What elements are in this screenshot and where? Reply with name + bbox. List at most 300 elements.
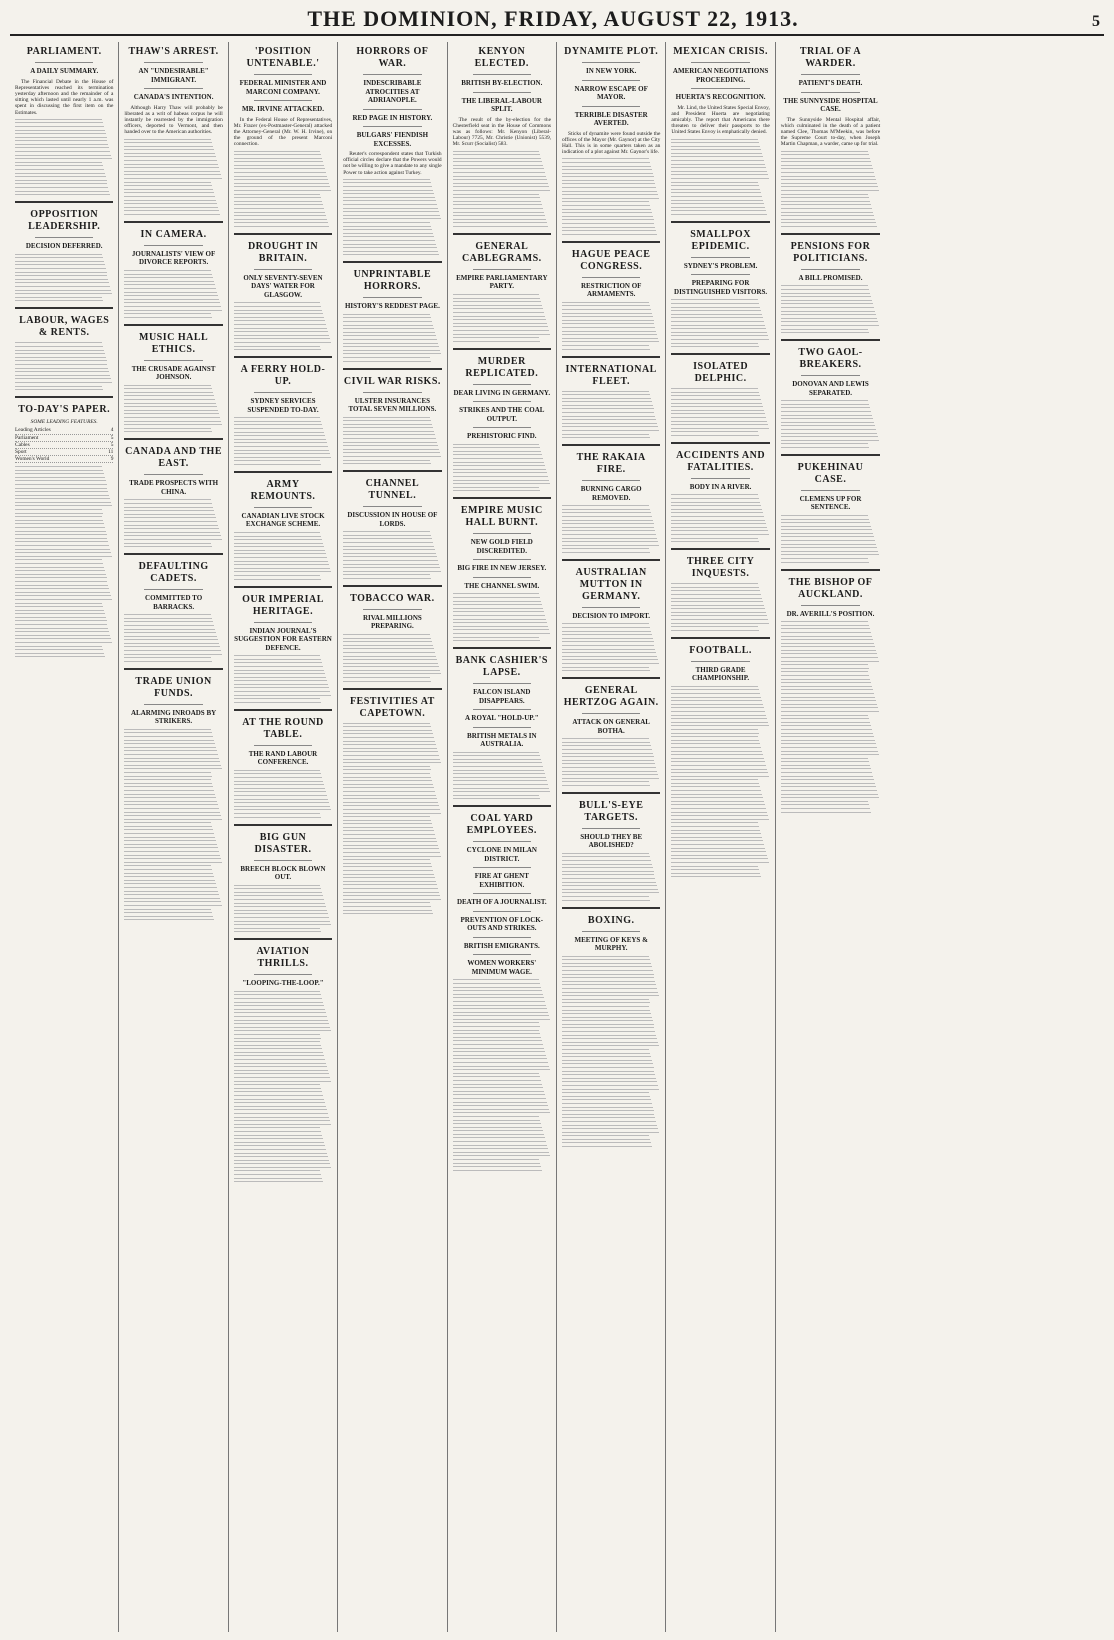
body-text-line	[671, 869, 759, 870]
body-text-line	[781, 682, 871, 683]
body-text-line	[343, 874, 434, 875]
body-text-line	[671, 428, 768, 429]
headline: CYCLONE IN MILAN DISTRICT.	[466, 846, 537, 863]
body-text-line	[562, 416, 655, 417]
body-text-line	[15, 549, 110, 550]
body-text-line	[15, 254, 102, 255]
body-text-line	[453, 190, 550, 191]
body-text-line	[343, 226, 431, 227]
body-text-line	[124, 916, 213, 917]
body-text-line	[234, 662, 323, 663]
body-text-line	[671, 623, 768, 624]
body-text-line	[781, 176, 875, 177]
headline: BANK CASHIER'S LAPSE.	[455, 655, 548, 679]
body-text-line	[234, 1160, 329, 1161]
body-text-line	[234, 921, 330, 922]
body-text-line	[124, 203, 217, 204]
body-text-line	[343, 856, 440, 857]
body-text-line	[562, 212, 652, 213]
body-text-line	[453, 334, 550, 335]
body-text-line	[15, 122, 103, 123]
divider	[363, 609, 421, 610]
section-divider	[15, 201, 113, 203]
body-text-line	[15, 155, 111, 156]
body-text-line	[15, 649, 103, 650]
headline: ONLY SEVENTY-SEVEN DAYS' WATER FOR GLASGOW.	[243, 273, 323, 299]
body-text-line	[343, 838, 436, 839]
body-text-line	[234, 183, 329, 184]
body-text-line	[453, 1066, 549, 1067]
headline: THE CRUSADE AGAINST JOHNSON.	[131, 364, 216, 382]
body-text-line	[671, 210, 765, 211]
body-text-line	[562, 977, 654, 978]
body-text-line	[453, 1105, 548, 1106]
body-text-line	[343, 870, 433, 871]
headline: MEXICAN CRISIS.	[673, 46, 768, 57]
body-text-line	[562, 1027, 654, 1028]
body-text-line	[781, 201, 870, 202]
body-text-line	[15, 617, 106, 618]
divider	[473, 92, 531, 93]
body-text-line	[343, 845, 437, 846]
body-text-line	[234, 659, 322, 660]
body-text-line	[562, 1114, 654, 1115]
body-text-line	[453, 1080, 542, 1081]
body-text-line	[562, 223, 654, 224]
body-text-line	[343, 888, 437, 889]
body-text-line	[671, 866, 758, 867]
body-text-line	[234, 670, 325, 671]
body-text-line	[671, 178, 768, 179]
body-text-line	[343, 787, 434, 788]
body-text-line	[15, 180, 107, 181]
body-text-line	[781, 329, 868, 330]
body-text-line	[562, 882, 656, 883]
body-text-line	[124, 844, 217, 845]
body-text-line	[124, 847, 217, 848]
body-text-line	[234, 680, 327, 681]
body-text-line	[453, 154, 541, 155]
body-text-line	[15, 194, 110, 195]
body-text-line	[234, 931, 322, 932]
body-text-line	[234, 1052, 324, 1053]
headline: FESTIVITIES AT CAPETOWN.	[349, 695, 435, 719]
body-text-line	[562, 1013, 651, 1014]
body-text-line	[15, 646, 102, 647]
body-text-line	[343, 762, 440, 763]
body-text-line	[453, 451, 542, 452]
index-row	[15, 435, 113, 442]
body-text-line	[671, 207, 764, 208]
body-text-line	[343, 773, 430, 774]
body-text-line	[781, 204, 871, 205]
headline: BRITISH BY-ELECTION.	[461, 79, 543, 87]
body-text-line	[234, 806, 330, 807]
body-text-line	[671, 808, 765, 809]
body-text-line	[781, 425, 875, 426]
body-text-line	[343, 795, 436, 796]
body-text-line	[562, 753, 653, 754]
body-text-line	[562, 309, 651, 310]
headline: RED PAGE IN HISTORY.	[352, 113, 433, 122]
body-text-line	[124, 873, 213, 874]
body-text-line	[671, 516, 764, 517]
divider	[363, 392, 421, 393]
body-text-line	[15, 130, 105, 131]
body-text-line	[781, 158, 870, 159]
body-text-line	[124, 650, 220, 651]
body-text-line	[453, 798, 541, 799]
body-text-line	[343, 218, 440, 219]
body-text-line	[562, 892, 659, 893]
body-text-line	[124, 901, 220, 902]
body-text-line	[671, 794, 762, 795]
body-text-line	[15, 162, 102, 163]
body-text-line	[124, 210, 218, 211]
body-text-line	[671, 590, 760, 591]
headline: DISCUSSION IN HOUSE OF LORDS.	[347, 511, 438, 528]
body-text-line	[562, 419, 656, 420]
body-text-line	[15, 272, 107, 273]
body-text-line	[343, 813, 440, 814]
headline: AVIATION THRILLS.	[256, 946, 310, 970]
body-text-line	[234, 453, 330, 454]
body-text-line	[671, 790, 761, 791]
divider	[801, 92, 860, 93]
body-text-line	[562, 331, 656, 332]
body-text-line	[343, 531, 430, 532]
body-text-line	[781, 407, 870, 408]
body-text-line	[343, 663, 437, 664]
headline: DEATH OF A JOURNALIST.	[456, 898, 547, 907]
body-text-line	[453, 604, 543, 605]
body-text-line	[124, 909, 211, 910]
body-text-line	[15, 357, 106, 358]
divider	[363, 126, 421, 127]
article-lead: Although Harry Thaw will probably be liberated as a writ of habeas corpus he will instantly be rearrested by the immigration officers, deported to Vermont, and then handed over to the American authorities.	[124, 104, 223, 136]
headline: THE LIBERAL-LABOUR SPLIT.	[461, 96, 542, 113]
body-text-line	[562, 349, 650, 350]
body-text-line	[781, 533, 873, 534]
divider	[144, 245, 202, 246]
body-text-line	[343, 823, 432, 824]
body-text-line	[781, 197, 869, 198]
body-text-line	[124, 395, 214, 396]
body-text-line	[343, 193, 434, 194]
body-text-line	[671, 502, 760, 503]
body-text-line	[234, 895, 324, 896]
headline: SYDNEY'S PROBLEM.	[683, 261, 758, 270]
body-text-line	[671, 598, 762, 599]
body-text-line	[562, 209, 651, 210]
body-text-line	[124, 510, 214, 511]
body-text-line	[562, 394, 650, 395]
body-text-line	[562, 627, 650, 628]
body-text-line	[343, 737, 434, 738]
headline: DONOVAN AND LEWIS SEPARATED.	[792, 380, 869, 397]
body-text-line	[671, 142, 759, 143]
body-text-line	[781, 689, 873, 690]
body-text-line	[124, 887, 217, 888]
body-text-line	[343, 670, 439, 671]
headline: PREVENTION OF LOCK-OUTS AND STRIKES.	[460, 915, 544, 933]
body-text-line	[234, 1002, 324, 1003]
body-text-line	[343, 208, 437, 209]
headline: BRITISH METALS IN AUSTRALIA.	[467, 731, 537, 749]
section-divider	[562, 907, 660, 909]
body-text-line	[453, 219, 546, 220]
divider	[473, 893, 531, 894]
body-text-line	[562, 1146, 652, 1147]
body-text-line	[781, 657, 878, 658]
body-text-line	[124, 740, 214, 741]
body-text-line	[124, 499, 211, 500]
body-text-line	[671, 399, 761, 400]
body-text-line	[15, 350, 104, 351]
body-text-line	[343, 427, 433, 428]
body-text-line	[124, 865, 211, 866]
body-text-line	[562, 1110, 654, 1111]
body-text-line	[671, 815, 767, 816]
body-text-line	[781, 653, 877, 654]
body-text-line	[781, 668, 869, 669]
headline: CANADA AND THE EAST.	[125, 446, 223, 470]
body-text-line	[124, 288, 216, 289]
body-text-line	[124, 274, 212, 275]
headline: DR. AVERILL'S POSITION.	[786, 609, 875, 618]
body-text-line	[453, 197, 541, 198]
body-text-line	[671, 876, 761, 877]
body-text-line	[15, 137, 107, 138]
body-text-line	[453, 1102, 547, 1103]
body-text-line	[671, 171, 766, 172]
body-text-line	[124, 654, 221, 655]
body-text-line	[671, 769, 766, 770]
body-text-line	[562, 234, 657, 235]
body-text-line	[15, 495, 109, 496]
body-text-line	[124, 406, 217, 407]
body-text-line	[562, 327, 655, 328]
headline: THE CHANNEL SWIM.	[464, 581, 540, 590]
divider	[691, 257, 749, 258]
body-text-line	[562, 631, 651, 632]
body-text-line	[15, 257, 103, 258]
body-text-line	[124, 403, 216, 404]
headline: ACCIDENTS AND FATALITIES.	[676, 449, 766, 473]
body-text-line	[453, 795, 540, 796]
body-text-line	[15, 656, 105, 657]
headline: MEETING OF KEYS & MURPHY.	[574, 935, 648, 953]
body-text-line	[15, 516, 102, 517]
headline: BREECH BLOCK BLOWN OUT.	[240, 864, 326, 882]
body-text-line	[234, 222, 328, 223]
headline: A BILL PROMISED.	[798, 273, 863, 282]
body-text-line	[562, 995, 659, 996]
body-text-line	[234, 1138, 324, 1139]
body-text-line	[562, 864, 652, 865]
body-text-line	[453, 780, 547, 781]
section-divider	[453, 348, 551, 350]
body-text-line	[781, 812, 871, 813]
body-text-line	[562, 516, 652, 517]
body-text-line	[781, 725, 871, 726]
body-text-line	[562, 341, 659, 342]
body-text-line	[234, 532, 321, 533]
body-text-line	[343, 335, 436, 336]
headline: HORRORS OF WAR.	[356, 46, 429, 69]
body-text-line	[453, 640, 541, 641]
body-text-line	[781, 400, 868, 401]
body-text-line	[562, 430, 659, 431]
body-text-line	[562, 412, 654, 413]
body-text-line	[343, 648, 434, 649]
body-text-line	[234, 1178, 323, 1179]
divider	[473, 841, 531, 842]
body-text-line	[671, 707, 764, 708]
body-text-line	[562, 853, 649, 854]
body-text-line	[124, 295, 217, 296]
body-text-line	[453, 1098, 546, 1099]
headline: EMPIRE MUSIC HALL BURNT.	[460, 505, 543, 529]
body-text-line	[234, 1135, 323, 1136]
divider	[473, 384, 531, 385]
body-text-line	[671, 431, 758, 432]
body-text-line	[453, 626, 548, 627]
body-text-line	[562, 320, 654, 321]
body-text-line	[453, 476, 548, 477]
headline: NARROW ESCAPE OF MAYOR.	[574, 84, 648, 101]
body-text-line	[124, 156, 216, 157]
body-text-line	[781, 168, 873, 169]
body-text-line	[562, 878, 655, 879]
body-text-line	[15, 300, 103, 301]
index-label: Leading Articles	[15, 427, 51, 434]
headline: HISTORY'S REDDEST PAGE.	[344, 302, 440, 311]
divider	[473, 937, 531, 938]
body-text-line	[124, 417, 219, 418]
body-text-line	[671, 848, 764, 849]
body-text-line	[343, 834, 435, 835]
body-text-line	[15, 293, 112, 294]
body-text-line	[234, 1117, 329, 1118]
body-text-line	[124, 200, 216, 201]
body-text-line	[671, 686, 758, 687]
body-text-line	[343, 254, 438, 255]
headline: A ROYAL "HOLD-UP."	[465, 714, 539, 723]
body-text-line	[453, 1037, 542, 1038]
body-text-line	[343, 634, 430, 635]
body-text-line	[15, 297, 102, 298]
headline: TERRIBLE DISASTER AVERTED.	[574, 110, 648, 127]
body-text-line	[781, 733, 873, 734]
body-text-line	[671, 534, 768, 535]
body-text-line	[671, 619, 767, 620]
divider	[691, 661, 749, 662]
body-text-line	[343, 553, 436, 554]
body-text-line	[562, 1045, 659, 1046]
body-text-line	[234, 168, 326, 169]
body-text-line	[781, 625, 869, 626]
body-text-line	[671, 812, 766, 813]
section-divider	[671, 221, 769, 223]
section-divider	[781, 454, 880, 456]
headline: THIRD GRADE CHAMPIONSHIP.	[692, 665, 750, 683]
body-text-line	[562, 408, 654, 409]
body-text-line	[562, 867, 653, 868]
body-text-line	[124, 182, 211, 183]
headline: GENERAL HERTZOG AGAIN.	[563, 685, 659, 709]
body-text-line	[124, 618, 212, 619]
section-divider	[453, 233, 551, 235]
body-text-line	[124, 636, 217, 637]
body-text-line	[15, 364, 107, 365]
body-text-line	[453, 341, 541, 342]
body-text-line	[671, 711, 764, 712]
body-text-line	[562, 552, 650, 553]
body-text-line	[234, 1163, 330, 1164]
body-text-line	[781, 219, 875, 220]
body-text-line	[234, 460, 321, 461]
section-divider	[234, 471, 332, 473]
body-text-line	[671, 801, 764, 802]
column-8	[776, 42, 885, 1632]
headline: WOMEN WORKERS' MINIMUM WAGE.	[467, 959, 537, 976]
body-text-line	[781, 522, 870, 523]
body-text-line	[453, 194, 540, 195]
body-text-line	[562, 1074, 655, 1075]
headline: STRIKES AND THE COAL OUTPUT.	[459, 406, 545, 423]
body-text-line	[671, 747, 761, 748]
body-text-line	[343, 726, 431, 727]
body-text-line	[124, 898, 219, 899]
divider	[144, 62, 202, 63]
body-text-line	[124, 146, 213, 147]
body-text-line	[234, 317, 325, 318]
body-text-line	[343, 343, 437, 344]
body-text-line	[124, 410, 217, 411]
body-text-line	[15, 567, 104, 568]
body-text-line	[234, 892, 323, 893]
body-text-line	[234, 1113, 328, 1114]
body-text-line	[453, 1130, 544, 1131]
section-divider	[781, 233, 880, 235]
headline: PREHISTORIC FIND.	[467, 432, 537, 441]
body-text-line	[453, 770, 545, 771]
body-text-line	[453, 165, 544, 166]
headline: BIG FIRE IN NEW JERSEY.	[457, 564, 547, 573]
body-text-line	[343, 848, 438, 849]
body-text-line	[781, 179, 876, 180]
body-text-line	[671, 615, 766, 616]
body-text-line	[562, 889, 658, 890]
body-text-line	[343, 809, 439, 810]
body-text-line	[562, 785, 650, 786]
body-text-line	[671, 346, 759, 347]
body-text-line	[671, 700, 762, 701]
body-text-line	[781, 650, 876, 651]
body-text-line	[671, 697, 761, 698]
section-divider	[453, 497, 551, 499]
body-text-line	[562, 774, 658, 775]
body-text-line	[234, 1099, 325, 1100]
body-text-line	[124, 643, 218, 644]
body-text-line	[453, 222, 547, 223]
divider	[254, 74, 312, 75]
body-text-line	[562, 745, 651, 746]
body-text-line	[781, 639, 873, 640]
body-text-line	[343, 542, 433, 543]
body-text-line	[562, 742, 650, 743]
